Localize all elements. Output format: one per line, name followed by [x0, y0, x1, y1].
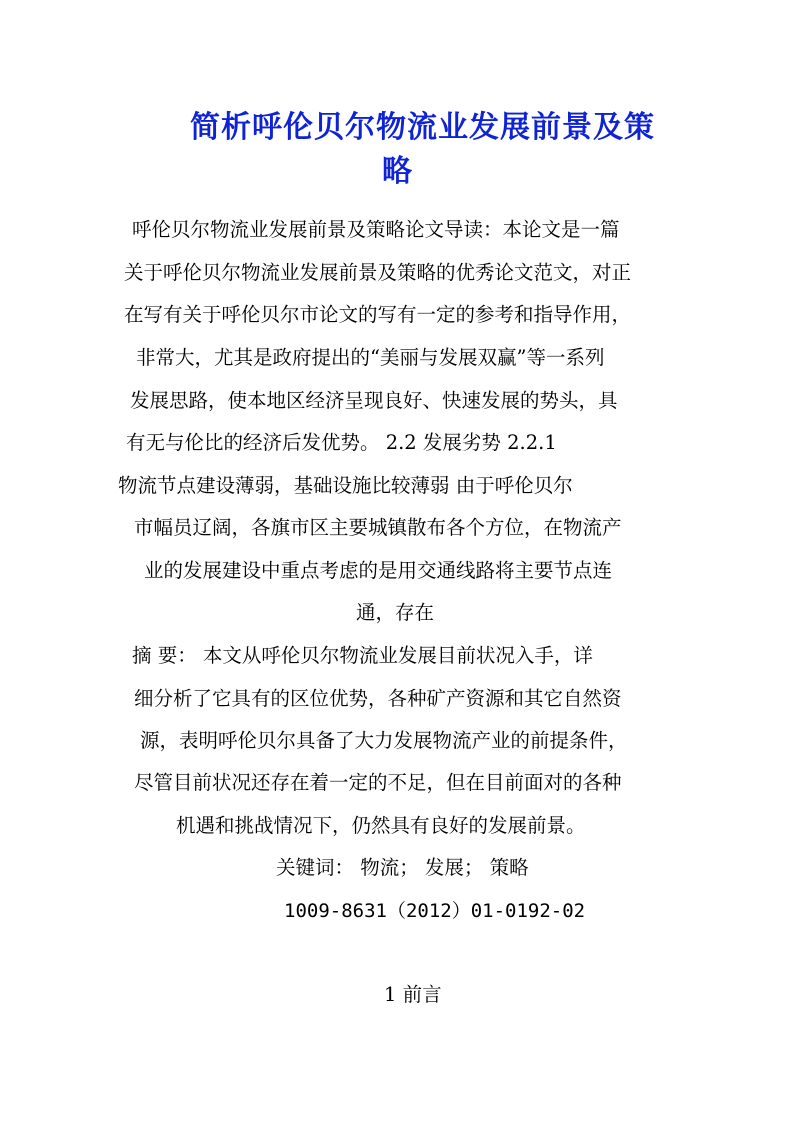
document-title-line-1: 简析呼伦贝尔物流业发展前景及策: [190, 110, 655, 145]
body-line: 有无与伦比的经济后发优势。 2.2 发展劣势 2.2.1: [126, 431, 557, 454]
body-line: 市幅员辽阔，各旗市区主要城镇散布各个方位，在物流产: [134, 516, 622, 539]
section-heading: 1 前言: [384, 983, 442, 1006]
body-line: 呼伦贝尔物流业发展前景及策略论文导读：本论文是一篇: [132, 218, 620, 241]
abstract-line: 细分析了它具有的区位优势，各种矿产资源和其它自然资: [134, 687, 622, 710]
body-line: 发展思路，使本地区经济呈现良好、快速发展的势头，具: [130, 389, 618, 412]
keywords-line: 关键词： 物流； 发展； 策略: [276, 856, 529, 879]
abstract-line: 机遇和挑战情况下，仍然具有良好的发展前景。: [176, 814, 586, 837]
body-line: 在写有关于呼伦贝尔市论文的写有一定的参考和指导作用，: [124, 303, 632, 326]
body-line: 关于呼伦贝尔物流业发展前景及策略的优秀论文范文，对正: [124, 261, 632, 284]
abstract-line: 源，表明呼伦贝尔具备了大力发展物流产业的前提条件，: [140, 729, 628, 752]
document-title-line-2: 略: [382, 154, 413, 189]
body-line: 物流节点建设薄弱，基础设施比较薄弱 由于呼伦贝尔: [118, 474, 573, 497]
body-line: 业的发展建设中重点考虑的是用交通线路将主要节点连: [144, 559, 613, 582]
body-line: 非常大，尤其是政府提出的“美丽与发展双赢”等一系列: [136, 346, 605, 369]
body-line: 通，存在: [356, 601, 435, 624]
document-code: 1009-8631（2012）01-0192-02: [284, 900, 586, 922]
abstract-line: 尽管目前状况还存在着一定的不足，但在目前面对的各种: [134, 771, 622, 794]
abstract-line: 摘 要： 本文从呼伦贝尔物流业发展目前状况入手，详: [132, 644, 593, 667]
